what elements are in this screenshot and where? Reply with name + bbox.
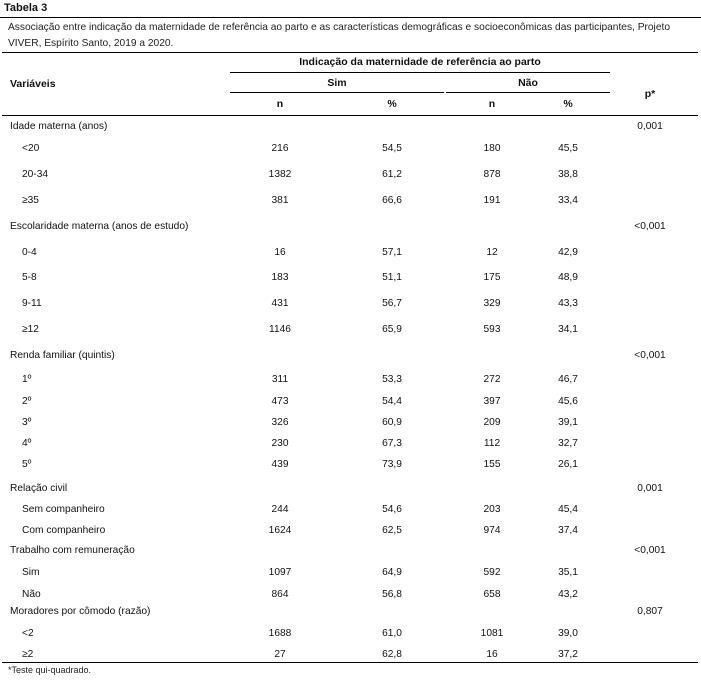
nao-n-cell: 12 [486, 247, 498, 258]
nao-pct-cell: 39,0 [558, 628, 578, 639]
p-value: <0,001 [634, 545, 666, 556]
nao-pct-cell: 26,1 [558, 459, 578, 470]
nao-pct-cell: 39,1 [558, 417, 578, 428]
header-sim-n: n [276, 98, 284, 110]
nao-n-cell: 175 [483, 272, 501, 283]
header-span-rule [230, 72, 610, 73]
table-bottom-rule [2, 662, 698, 663]
nao-pct-cell: 37,2 [558, 649, 578, 660]
sim-pct-cell: 62,8 [382, 649, 402, 660]
sim-pct-cell: 51,1 [382, 272, 402, 283]
row-label: ≥2 [22, 649, 34, 660]
nao-n-cell: 974 [483, 525, 501, 536]
group-label: Renda familiar (quintis) [10, 350, 115, 361]
sim-n-cell: 27 [274, 649, 286, 660]
group-label: Moradores por cômodo (razão) [10, 606, 151, 617]
header-span: Indicação da maternidade de referência ao parto [299, 56, 541, 68]
sim-pct-cell: 67,3 [382, 438, 402, 449]
nao-pct-cell: 33,4 [558, 195, 578, 206]
sim-n-cell: 381 [271, 195, 289, 206]
sim-pct-cell: 73,9 [382, 459, 402, 470]
header-sim-rule [230, 92, 444, 93]
nao-n-cell: 329 [483, 298, 501, 309]
row-label: Não [22, 589, 41, 600]
nao-n-cell: 209 [483, 417, 501, 428]
nao-pct-cell: 43,3 [558, 298, 578, 309]
sim-pct-cell: 64,9 [382, 567, 402, 578]
nao-n-cell: 878 [483, 169, 501, 180]
sim-n-cell: 439 [271, 459, 289, 470]
sim-n-cell: 864 [271, 589, 289, 600]
nao-pct-cell: 32,7 [558, 438, 578, 449]
nao-n-cell: 658 [483, 589, 501, 600]
nao-pct-cell: 46,7 [558, 374, 578, 385]
nao-n-cell: 272 [483, 374, 501, 385]
p-value: <0,001 [634, 221, 666, 232]
row-label: <20 [22, 143, 40, 154]
row-label: 9-11 [22, 298, 42, 309]
nao-pct-cell: 35,1 [558, 567, 578, 578]
nao-pct-cell: 45,4 [558, 504, 578, 515]
sim-pct-cell: 56,8 [382, 589, 402, 600]
header-nao-pct: % [563, 98, 573, 110]
header-variaveis: Variáveis [10, 78, 56, 90]
header-nao-rule [446, 92, 610, 93]
group-label: Escolaridade materna (anos de estudo) [10, 221, 189, 232]
sim-pct-cell: 62,5 [382, 525, 402, 536]
header-sim: Sim [327, 77, 347, 89]
sim-n-cell: 230 [271, 438, 289, 449]
sim-n-cell: 1382 [268, 169, 292, 180]
sim-n-cell: 1097 [268, 567, 292, 578]
nao-n-cell: 397 [483, 396, 501, 407]
row-label: ≥35 [22, 195, 39, 206]
group-label: Trabalho com remuneração [10, 545, 135, 556]
row-label: 5-8 [22, 272, 37, 283]
row-label: 4º [22, 438, 32, 449]
row-label: 5º [22, 459, 32, 470]
p-value: 0,001 [637, 483, 663, 494]
header-bottom-rule [2, 115, 698, 116]
row-label: Sem companheiro [22, 504, 105, 515]
sim-n-cell: 311 [271, 374, 289, 385]
p-value: 0,001 [637, 121, 663, 132]
row-label: 0-4 [22, 247, 37, 258]
sim-pct-cell: 54,6 [382, 504, 402, 515]
header-p: p* [644, 88, 656, 100]
nao-pct-cell: 45,5 [558, 143, 578, 154]
sim-n-cell: 16 [274, 247, 286, 258]
nao-n-cell: 592 [483, 567, 501, 578]
sim-n-cell: 1624 [268, 525, 292, 536]
nao-pct-cell: 34,1 [558, 324, 578, 335]
sim-n-cell: 216 [271, 143, 289, 154]
row-label: <2 [22, 628, 34, 639]
row-label: Sim [22, 567, 40, 578]
nao-n-cell: 180 [483, 143, 501, 154]
sim-n-cell: 326 [271, 417, 289, 428]
nao-n-cell: 593 [483, 324, 501, 335]
nao-pct-cell: 38,8 [558, 169, 578, 180]
row-label: ≥12 [22, 324, 39, 335]
nao-pct-cell: 45,6 [558, 396, 578, 407]
sim-n-cell: 1146 [269, 324, 291, 335]
sim-n-cell: 183 [271, 272, 289, 283]
row-label: 3º [22, 417, 32, 428]
p-value: <0,001 [634, 350, 666, 361]
footnote: *Teste qui-quadrado. [8, 665, 92, 675]
sim-n-cell: 1688 [268, 628, 292, 639]
table-caption: Associação entre indicação da maternidade de referência ao parto e as características demográficas e socioeconômicas das participantes, Projeto VIVER, Espírito Santo, 2019 a 2020. [8, 22, 670, 49]
nao-pct-cell: 43,2 [558, 589, 578, 600]
row-label: Com companheiro [22, 525, 106, 536]
sim-pct-cell: 66,6 [382, 195, 402, 206]
sim-pct-cell: 57,1 [382, 247, 402, 258]
sim-pct-cell: 54,4 [382, 396, 402, 407]
row-label: 2º [22, 396, 32, 407]
sim-pct-cell: 53,3 [382, 374, 402, 385]
nao-pct-cell: 37,4 [558, 525, 578, 536]
sim-n-cell: 473 [271, 396, 289, 407]
sim-pct-cell: 54,5 [382, 143, 402, 154]
nao-pct-cell: 48,9 [558, 272, 578, 283]
table-label: Tabela 3 [4, 2, 48, 14]
header-sim-pct: % [387, 98, 397, 110]
sim-pct-cell: 60,9 [382, 417, 402, 428]
sim-pct-cell: 61,0 [382, 628, 402, 639]
nao-n-cell: 16 [486, 649, 498, 660]
sim-pct-cell: 61,2 [382, 169, 402, 180]
nao-pct-cell: 42,9 [558, 247, 578, 258]
group-label: Relação civil [10, 483, 68, 494]
nao-n-cell: 1081 [480, 628, 504, 639]
top-rule [0, 17, 701, 18]
sim-n-cell: 431 [271, 298, 289, 309]
nao-n-cell: 112 [483, 438, 501, 449]
header-nao: Não [518, 77, 538, 89]
p-value: 0,807 [637, 606, 663, 617]
sim-pct-cell: 56,7 [382, 298, 402, 309]
row-label: 1º [22, 374, 32, 385]
header-nao-n: n [488, 98, 496, 110]
sim-pct-cell: 65,9 [382, 324, 402, 335]
nao-n-cell: 203 [483, 504, 501, 515]
header-top-rule [2, 52, 698, 53]
group-label: Idade materna (anos) [10, 121, 108, 132]
nao-n-cell: 191 [483, 195, 501, 206]
row-label: 20-34 [22, 169, 49, 180]
sim-n-cell: 244 [271, 504, 289, 515]
nao-n-cell: 155 [483, 459, 501, 470]
